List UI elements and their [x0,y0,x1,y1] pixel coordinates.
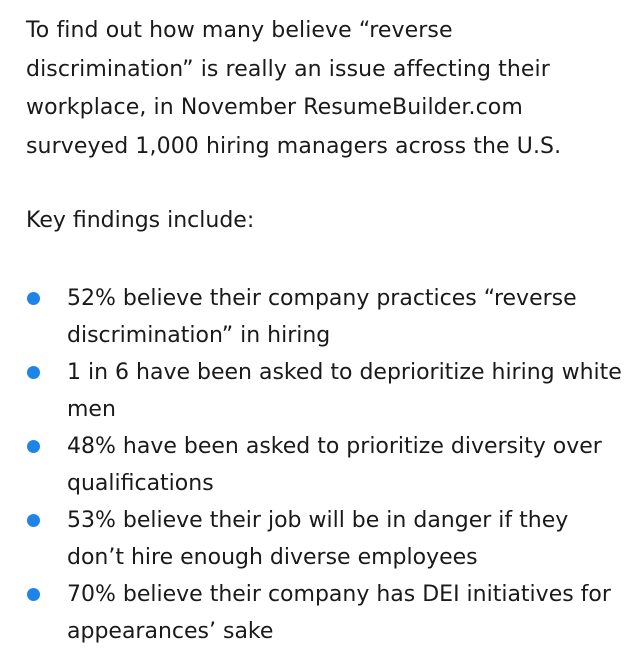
finding-item [26,502,622,576]
bullet-icon [27,366,40,379]
finding-text: 52% believe their company practices “reverse discrimination” in hiring [67,286,577,348]
intro-paragraph: To find out how many believe “reverse discrimination” is really an issue affecting their workplace, in November ResumeBuilder.com surveyed 1,000 hiring managers across the U.S. [26,18,562,159]
finding-item [26,428,622,502]
findings-list [26,280,622,650]
bullet-icon [27,440,40,453]
finding-text: 48% have been asked to prioritize diversity over qualifications [67,434,602,496]
finding-text: 53% believe their job will be in danger if they don’t hire enough diverse employees [67,508,569,570]
finding-item [26,280,622,354]
finding-item [26,576,622,650]
finding-item [26,354,622,428]
finding-text: 70% believe their company has DEI initiatives for appearances’ sake [67,582,611,644]
bullet-icon [27,588,40,601]
bullet-icon [27,292,40,305]
bullet-icon [27,514,40,527]
finding-text: 1 in 6 have been asked to deprioritize hiring white men [67,360,622,422]
findings-heading: Key findings include: [26,208,255,233]
